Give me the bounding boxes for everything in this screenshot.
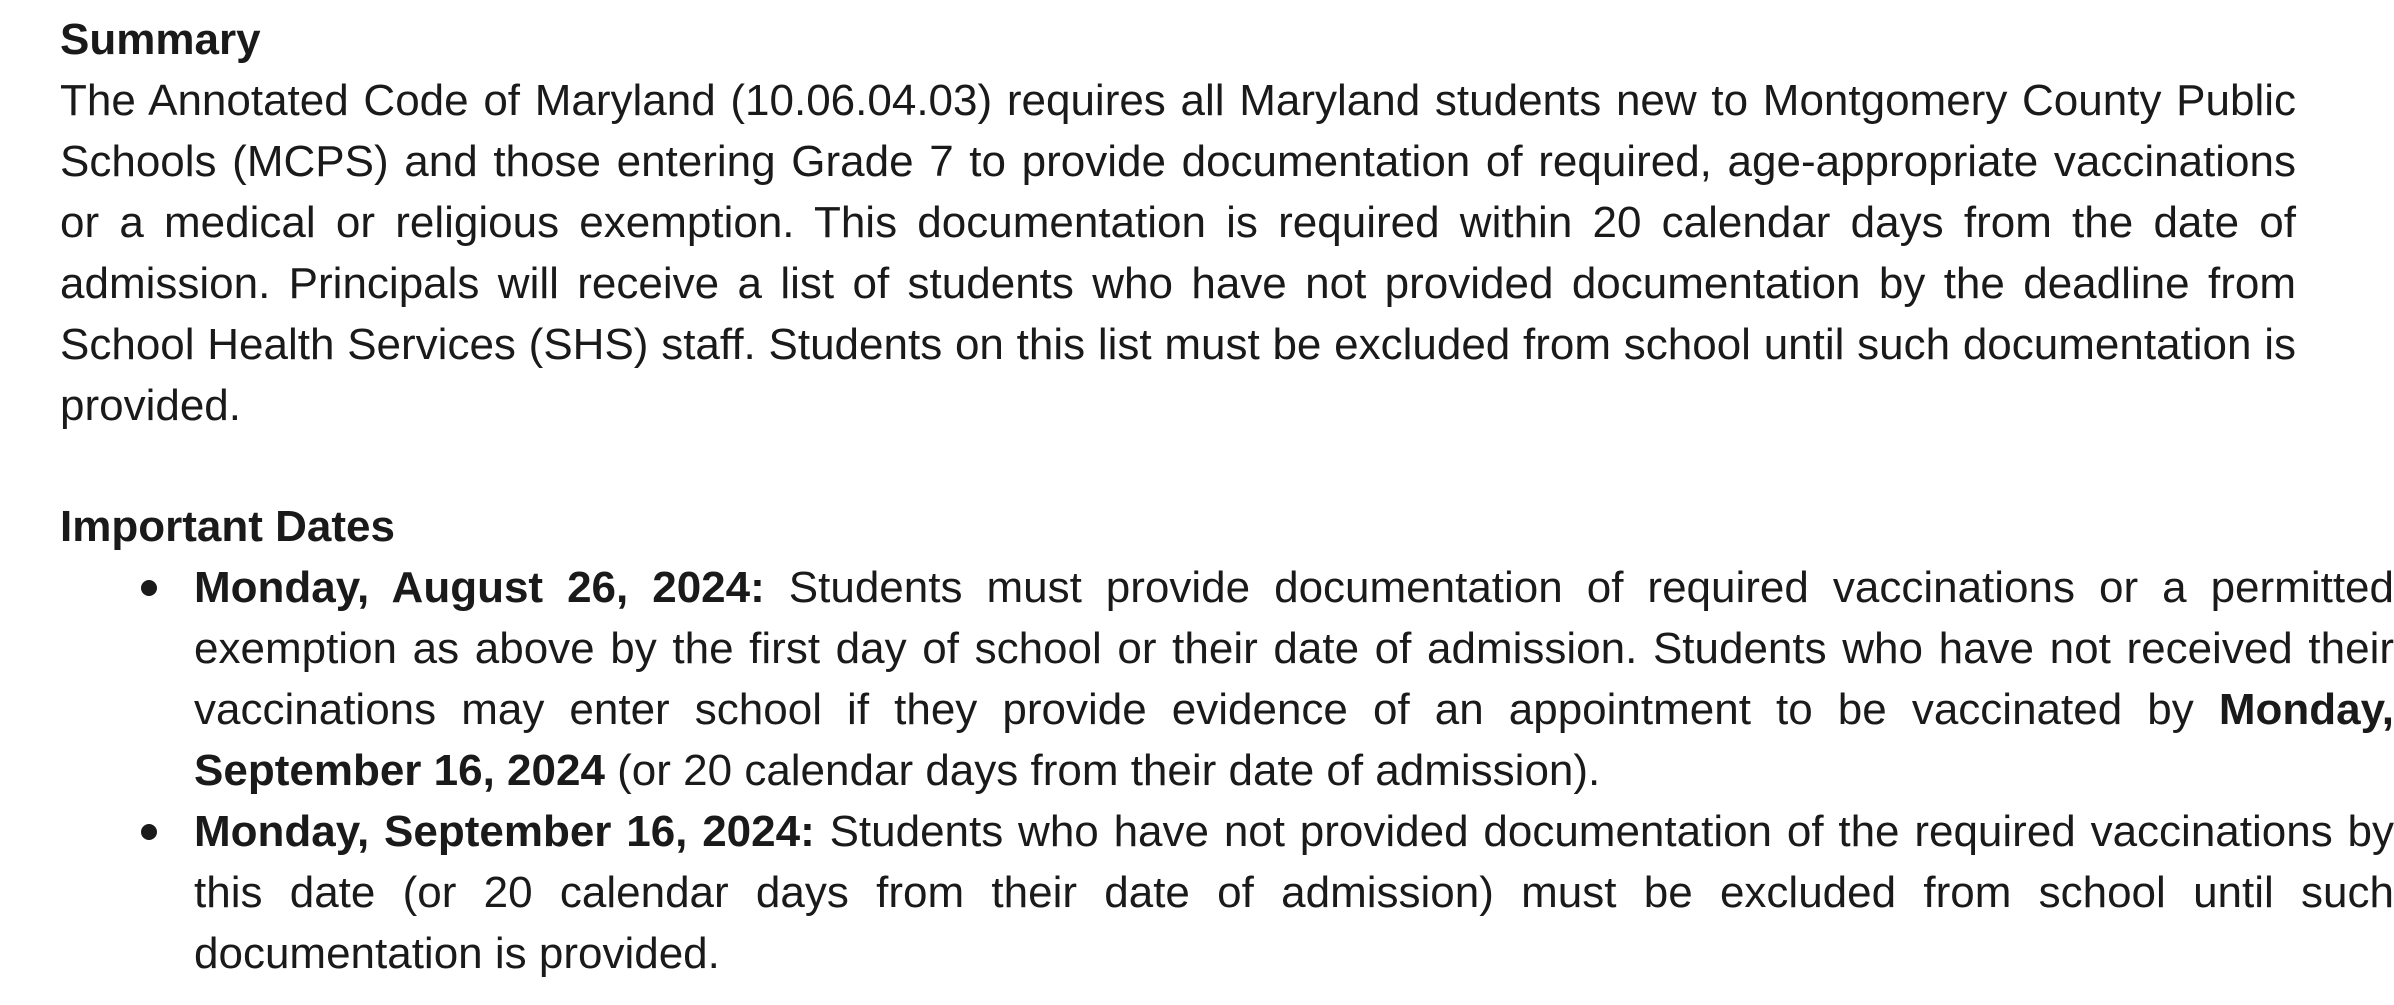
item-text: Students must provide documentation of required vaccinations or a permitted exemption as above by the first day of school or their date of admission. Students who have not received their vaccinations may enter school if they provide evidence of an appointment to be vaccinated by: [194, 563, 2394, 734]
important-dates-heading: Important Dates: [60, 502, 395, 551]
date-label: Monday, September 16, 2024:: [194, 807, 815, 856]
item-text: Students who have not provided documentation of the required vaccinations by this date (or 20 calendar days from their date of admission) must be excluded from school until such documentation is provided.: [194, 807, 2394, 978]
summary-paragraph: The Annotated Code of Maryland (10.06.04.03) requires all Maryland students new to Montgomery County Public Schools (MCPS) and those entering Grade 7 to provide documentation of required, age-appropriate vaccinations or a medical or religious exemption. This documentation is required within 20 calendar days from the date of admission. Principals will receive a list of students who have not provided documentation by the deadline from School Health Services (SHS) staff. Students on this list must be excluded from school until such documentation is provided.: [60, 76, 2296, 430]
summary-heading: Summary: [60, 15, 261, 64]
item-text-end: (or 20 calendar days from their date of admission).: [604, 746, 1601, 795]
section-spacer: [60, 436, 2350, 497]
date-label: Monday, August 26, 2024:: [194, 563, 765, 612]
appointment-deadline-date: Monday, September 16, 2024: [194, 685, 2394, 795]
document-page: [60, 0, 2394, 984]
bullet-icon: [141, 824, 157, 840]
important-dates-list: [60, 557, 2394, 984]
list-item-august-26: [60, 557, 2394, 801]
list-item-september-16: [60, 801, 2394, 984]
bullet-icon: [141, 580, 157, 596]
